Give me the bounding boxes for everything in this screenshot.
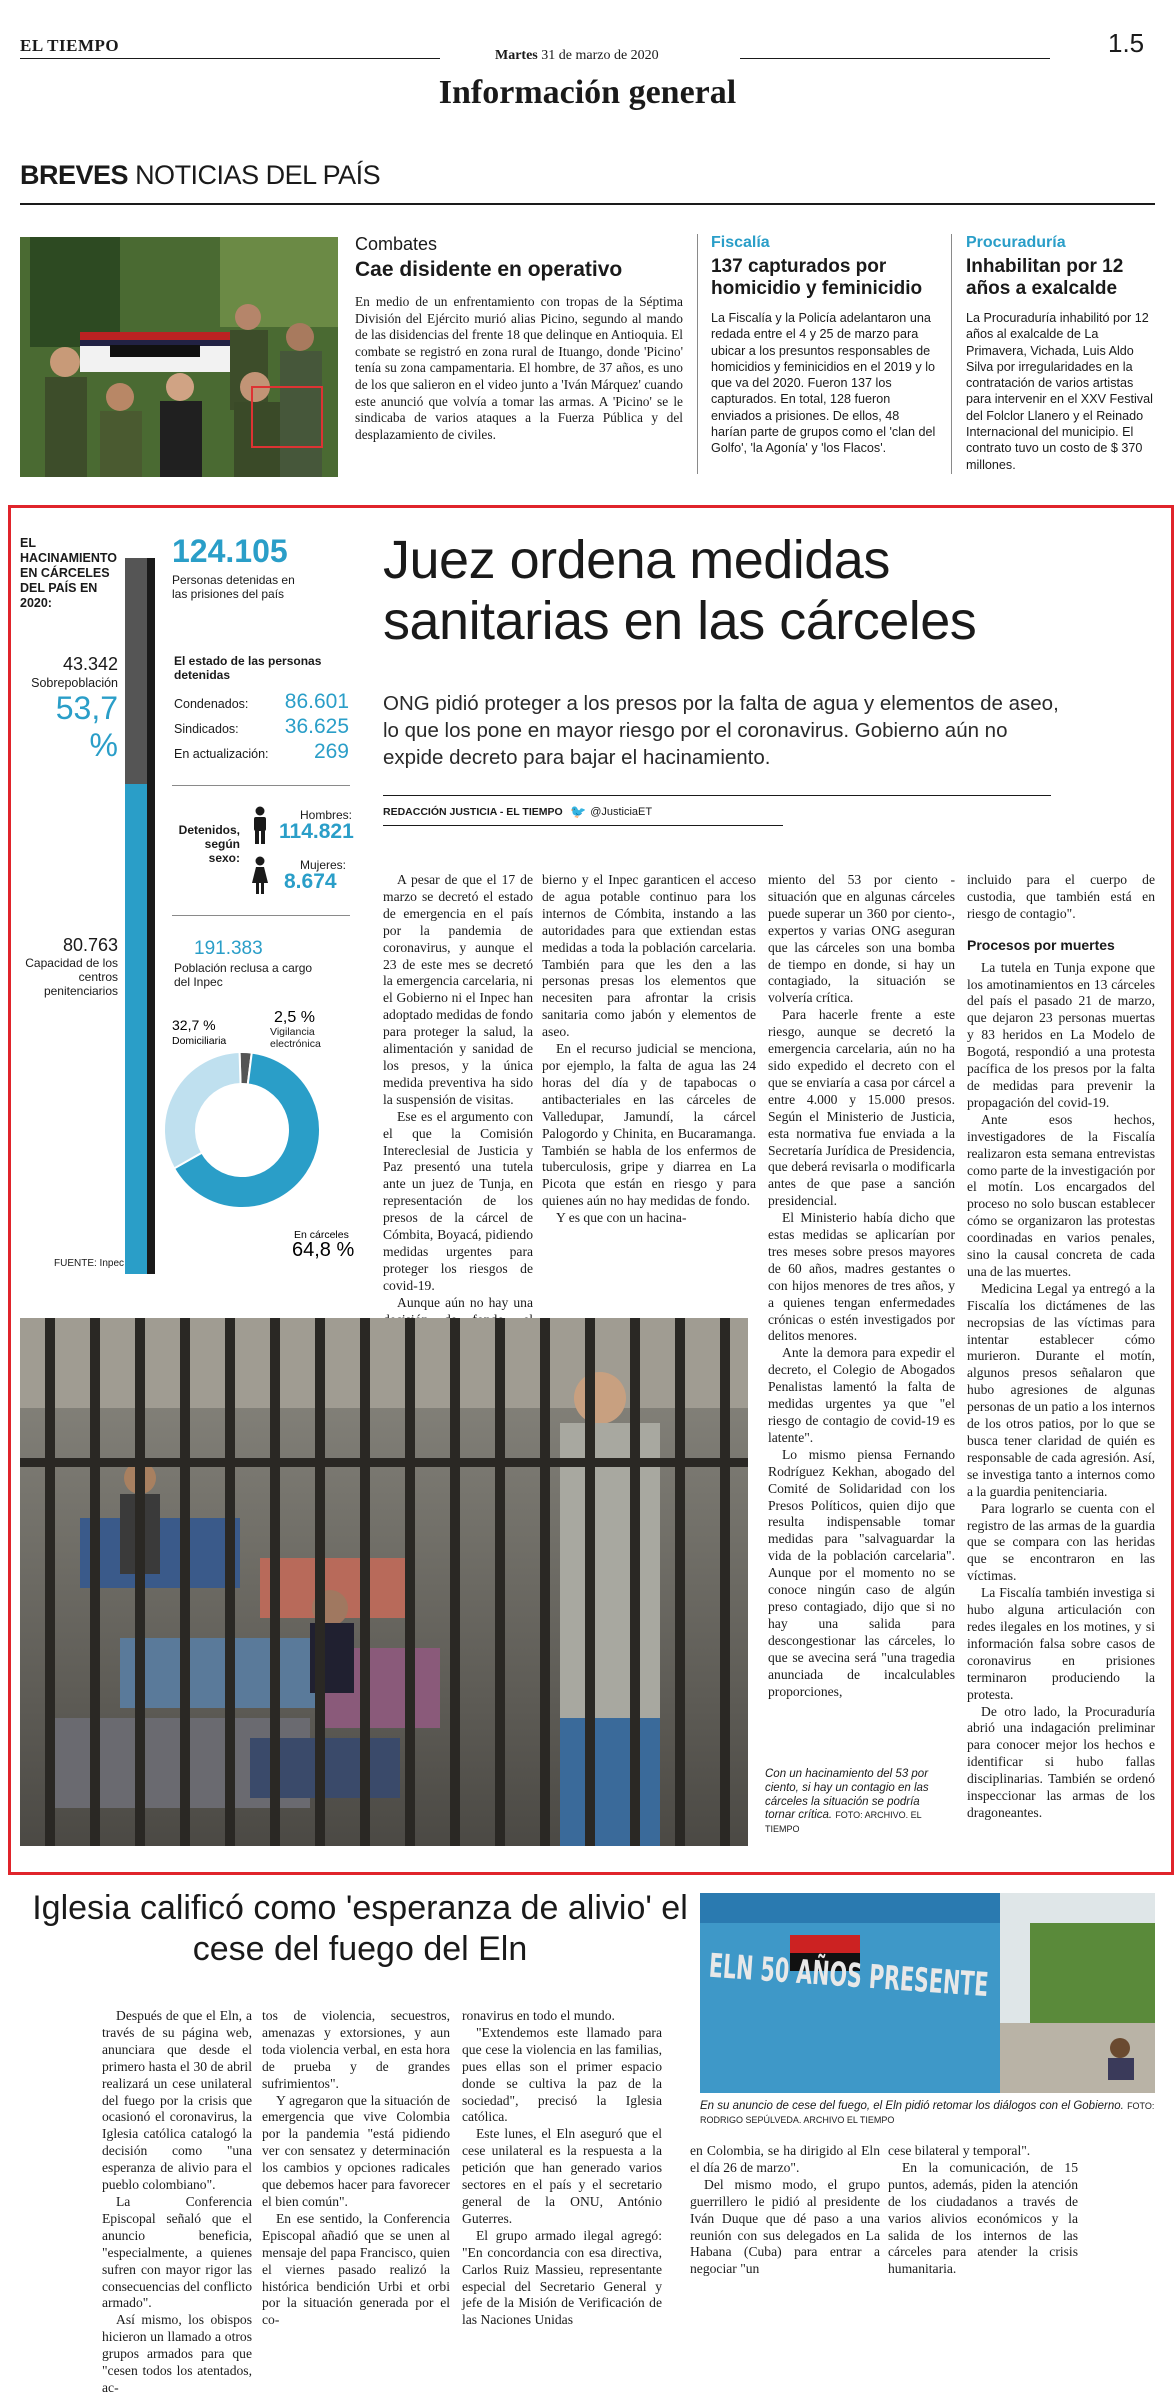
overcrowding-bar-dark: [125, 558, 147, 784]
breves-divider-1: [697, 234, 698, 474]
hombres-value: 114.821: [279, 820, 354, 843]
masthead-date: [495, 48, 659, 64]
paragraph: Después de que el Eln, a través de su página web, anunciara que desde el primero hasta el 30 de abril realizará un cese unilateral del fuego por la crisis que ocasionó el coronavirus, la Iglesia católica catalogó la decisión como "una esperanza de alivio para el pueblo colombiano".: [102, 2008, 252, 2193]
infographic-rule-1: [172, 785, 350, 786]
prison-photo-caption: [765, 1768, 947, 1837]
byline: REDACCIÓN JUSTICIA - EL TIEMPO: [383, 806, 563, 818]
estado-row-label: Sindicados:: [174, 722, 239, 736]
paragraph: Ese es el argumento con el que la Comisión Intereclesial de Justicia y Paz presentó una tutela ante un juez de Tunja, en representación de los presos de la cárcel de Cómbita, Boyacá, pidiendo medidas urgentes para proteger los riesgos de covid-19.: [383, 1108, 533, 1293]
sobrepoblacion-value: 43.342: [62, 654, 118, 674]
page-number: 1.5: [1108, 28, 1145, 58]
twitter-handle: [570, 804, 652, 820]
sobrepoblacion-label: Sobrepoblación: [31, 676, 118, 690]
iglesia-col-2: [262, 2008, 450, 2329]
total-detenidos-value: 124.105: [172, 533, 288, 569]
sexo-title: Detenidos, según sexo:: [178, 823, 240, 865]
donut-label-vigilancia: 2,5 %: [274, 1009, 315, 1026]
main-col-4: [967, 872, 1155, 1822]
paragraph: "Extendemos este llamado para que cese la violencia en las familias, pues ellas son el primer espacio donde se cultiva la paz de la sociedad", precisó la Iglesia católica.: [462, 2024, 662, 2125]
paragraph: La Conferencia Episcopal señaló que el anuncio beneficia, "especialmente, a quienes sufren con mayor rigor las consecuencias del conflicto armado".: [102, 2193, 252, 2311]
paragraph: ronavirus en todo el mundo.: [462, 2008, 615, 2023]
paragraph: A pesar de que el 17 de marzo se decretó el estado de emergencia en el país por la pandemia de coronavirus, y aunque el 23 de este mes se decretó la emergencia carcelaria, ni el Gobierno ni el Inpec han adoptado medidas de fondo para proteger la salud, la alimentación y sanidad de los presos, y la única medida preventiva ha sido la suspensión de visitas.: [383, 872, 533, 1107]
paragraph: El grupo armado ilegal agregó: "En concordancia con esa directiva, Carlos Ruiz Massieu, representante especial del Secretario General y jefe de la Misión de Verificación de las Naciones Unidas: [462, 2227, 662, 2328]
paragraph: Y es que con un hacina-: [556, 1210, 687, 1226]
sobrepoblacion-pct: 53,7 %: [55, 690, 118, 763]
infographic-rule-2: [172, 915, 350, 916]
caption-credit: FOTO: ARCHIVO. EL TIEMPO: [765, 1810, 922, 1835]
estado-row-value: 269: [313, 740, 349, 763]
paragraph: Lo mismo piensa Fernando Rodríguez Kekhan, abogado del Comité de Solidaridad con los Presos Políticos, quien dijo que resulta indispensable tomar medidas para "salvaguardar la vida de la población carcelaria". Aunque por el momento no se conoce ningún caso de algún preso contagiado, dijo que si no hay una salida para descongestionar las cárceles, lo que se avecina será "una tragedia anunciada de incalculables proporciones,: [768, 1446, 955, 1699]
estado-row-value: 36.625: [284, 715, 349, 738]
procuraduria-headline: Inhabilitan por 12 años a exalcalde: [966, 256, 1124, 299]
twitter-icon: 🐦: [570, 804, 587, 819]
iglesia-col-3: [462, 2008, 662, 2329]
estado-rows: [174, 690, 349, 765]
combates-kicker: Combates: [355, 234, 438, 254]
estado-row-label: Condenados:: [174, 697, 249, 711]
twitter-handle-text: @JusticiaET: [590, 806, 653, 818]
overcrowding-bar-edge: [147, 558, 155, 1274]
section-title: Información general: [438, 74, 737, 111]
mujeres-label: Mujeres:: [300, 858, 347, 872]
woman-icon: [251, 856, 269, 894]
estado-row: [174, 740, 349, 765]
main-col-1: [383, 872, 533, 1379]
reclusa-value: 191.383: [194, 938, 263, 959]
custody-donut-chart: [162, 1000, 355, 1261]
breves-label: [20, 160, 380, 191]
main-col-2: [542, 872, 756, 1227]
paragraph: Para hacerle frente a este riesgo, aunque se decretó la emergencia carcelaria, aún no ha sido expedido el decreto con el que se enviaría a casa por cárcel a entre 4.000 y 15.000 presos. Según el Ministerio de Justicia, esta normativa fue enviada a la Secretaría Jurídica de Presidencia, que deberá revisarla o modificarla antes de que pase a sanción presidencial.: [768, 1007, 955, 1209]
caption-credit: FOTO: RODRIGO SEPÚLVEDA. ARCHIVO EL TIEMPO: [700, 2101, 1155, 2125]
capacidad-value: 80.763: [62, 935, 118, 955]
iglesia-headline: Iglesia calificó como 'esperanza de alivio' el cese del fuego del Eln: [32, 1889, 688, 1968]
masthead-rule-right: [740, 58, 1050, 59]
iglesia-col-5: [888, 2143, 1078, 2278]
paragraph: De otro lado, la Procuraduría abrió una indagación preliminar para conocer mejor los hechos e identificar si hubo fallas disciplinarias. También se ordenó inspeccionar las armas de los dragoneantes.: [967, 1703, 1155, 1820]
col4-subhead: Procesos por muertes: [967, 936, 1115, 953]
paragraph: Aunque aún no hay una: [397, 1294, 533, 1310]
prison-cell-illustration: [20, 1318, 748, 1846]
masthead-rule-left: [20, 58, 440, 59]
paragraph: Así mismo, los obispos hicieron un llamado a otros grupos armados para que "cesen todos los atentados, ac-: [102, 2312, 252, 2395]
estado-row-value: 86.601: [284, 690, 349, 713]
paragraph: Medicina Legal ya entregó a la Fiscalía los dictámenes de las necropsias de las víctimas para intentar establecer cómo murieron. Durante el motín, algunos presos señalaron que hubo agresiones de algunas personas de un patio a los internos de los otros patios, por lo que se busca tener claridad de quién es responsable de cada agresión. Así, se investiga tanto a internos como a la guardia penitenciaria.: [967, 1280, 1155, 1499]
paragraph: En ese sentido, la Conferencia Episcopal añadió que se unen al mensaje del papa Francisco, quien el viernes pasado realizó la histórica bendición Urbi et orbi por la situación generada por el co-: [262, 2210, 450, 2328]
paragraph: Este lunes, el Eln aseguró que el cese unilateral es la respuesta a la petición que han generado varios sectores en el país y el secretario general de la ONU, António Guterres.: [462, 2126, 662, 2226]
estado-title: El estado de las personas detenidas: [174, 654, 322, 682]
paragraph: La Fiscalía también investiga si hubo alguna articulación con redes ilegales en los motines, y si información falsa sobre casos de coronavirus en prisiones terminaron produciendo la protesta.: [967, 1585, 1155, 1702]
infographic-title: EL HACINAMIENTO EN CÁRCELES DEL PAÍS EN 2020:: [20, 536, 117, 610]
breves-photo: [20, 237, 338, 477]
combates-headline: Cae disidente en operativo: [355, 258, 623, 281]
donut-label-domiciliaria: 32,7 %: [172, 1017, 216, 1033]
procuraduria-kicker: Procuraduría: [966, 234, 1066, 251]
paragraph: miento del 53 por ciento -situación que en algunas cárceles puede superar un 360 por ciento-, expertos y varias ONG aseguran que las cárceles son una bomba de tiempo en donde, si hay un contagiado, la situación se volvería crítica.: [768, 872, 955, 1006]
man-icon: [251, 806, 269, 844]
donut-cat-vigilancia-wrap: [270, 1026, 350, 1056]
caption-text: Con un hacinamiento del 53 por ciento, si hay un contagio en las cárceles la situación se podría tornar crítica.: [765, 1768, 929, 1822]
main-deck: ONG pidió proteger a los presos por la falta de agua y elementos de aseo, lo que los pone en mayor riesgo por el coronavirus. Gobierno aún no expide decreto para bajar el hacinamiento.: [383, 692, 1059, 769]
fiscalia-headline: 137 capturados por homicidio y feminicidio: [711, 256, 923, 299]
fiscalia-body: La Fiscalía y la Policía adelantaron una redada entre el 4 y 25 de marzo para ubicar a los presuntos responsables de homicidios y feminicidios en el 2019 y lo que va del 2020. Fueron 137 los capturados. En total, 128 fueron enviados a prisiones. De ellos, 48 harían parte de grupos como el 'clan del Golfo', 'la Agonía' y 'los Flacos'.: [711, 311, 936, 456]
donut-slice-domiciliaria: [164, 1052, 241, 1168]
paragraph: cese bilateral y temporal".: [888, 2143, 1031, 2158]
combates-body: En medio de un enfrentamiento con tropas de la Séptima División del Ejército murió alias Picino, segundo al mando de las disidencias del frente 18 que delinque en Antioquia. El combate se registró en zona rural de Ituango, donde 'Picino' tenía su zona campamentaria. El hombre, de 37 años, es uno de los que salieron en el video junto a 'Iván Márquez' cuando este anunció que volvía a tomar las armas. A 'Picino' se le sindicaba de varios ataques a la Fuerza Pública y del desplazamiento de civiles.: [355, 294, 683, 442]
breves-divider-2: [951, 234, 952, 474]
donut-cat-domiciliaria: Domiciliaria: [172, 1035, 227, 1047]
breves-label-bold: BREVES: [20, 160, 129, 190]
paragraph: El Ministerio había dicho que estas medidas se aplicarían por tres meses sobre presos mayores de 60 años, madres gestantes o con hijos menores de tres años, y a quienes tengan enfermedades crónicas o estén investigados por delitos menores.: [768, 1210, 955, 1344]
eln-graffiti-illustration: [700, 1893, 1155, 2093]
mujeres-value: 8.674: [284, 870, 337, 893]
paragraph: En la comunicación, de 15 puntos, además, piden la atención de los ciudadanos a través de varios alivios económicos y la salida de los internos de las cárceles para atender la crisis humanitaria.: [888, 2159, 1078, 2277]
byline-rule-bottom: [383, 825, 783, 826]
newspaper-logo: EL TIEMPO: [20, 36, 120, 55]
eln-photo: [700, 1893, 1155, 2093]
eln-graffiti-text: ELN 50 AÑOS PRESENTE: [707, 1945, 1157, 2016]
prison-photo: [20, 1318, 748, 1846]
paragraph: bierno y el Inpec garanticen el acceso de agua potable continuo para los internos de Cómbita, instando a las autoridades para que extiendan estas medidas a toda la población carcelaria. También para que les den a las personas presas los elementos que necesiten para afrontar la crisis sanitaria como jabón y elementos de aseo.: [542, 872, 756, 1040]
estado-row: [174, 690, 349, 715]
capacidad-label: Capacidad de los centros penitenciarios: [25, 956, 118, 998]
paragraph: Y agregaron que la situación de emergencia que vive Colombia por la pandemia "está pidiendo ver con sensatez y determinación los cambios y opciones radicales que debemos hacer para favorecer el bien común".: [262, 2092, 450, 2209]
iglesia-col-4: [690, 2143, 880, 2278]
paragraph: Del mismo modo, el grupo guerrillero le pidió al presidente Iván Duque que dé paso a una reunión con sus delegados en La Habana (Cuba) para entrar a negociar "un: [690, 2176, 880, 2277]
total-detenidos-label: Personas detenidas en las prisiones del país: [172, 573, 295, 601]
donut-label-carceles: 64,8 %: [292, 1239, 355, 1261]
overcrowding-bar-blue: [125, 784, 147, 1274]
estado-row: [174, 715, 349, 740]
paragraph: incluido para el cuerpo de custodia, que también está en riesgo de contagio".: [967, 872, 1155, 921]
infographic-source: FUENTE: Inpec: [54, 1258, 125, 1269]
main-col-3: [768, 872, 955, 1700]
paragraph: Ante la demora para expedir el decreto, el Colegio de Abogados Penalistas lamentó la falta de medidas urgentes ya que "el riesgo de contagio de covid-19 es latente".: [768, 1345, 955, 1445]
paragraph: Para lograrlo se cuenta con el registro de las armas de la guardia que se compara con las heridas que se encontraron en las víctimas.: [967, 1500, 1155, 1584]
breves-label-rest: NOTICIAS DEL PAÍS: [135, 160, 381, 190]
paragraph: En el recurso judicial se menciona, por ejemplo, la falta de agua las 24 horas del día y de tapabocas o antibacteriales en las cárceles de Valledupar, Jamundí, la cárcel Palogordo y Chinita, en Bucaramanga. También se habla de los enfermos de tuberculosis, gripe y diarrea en La Picota que están en riesgo y para quienes aún no hay medidas de fondo.: [542, 1041, 756, 1209]
estado-row-label: En actualización:: [174, 747, 269, 761]
paragraph: en Colombia, se ha dirigido al Eln el día 26 de marzo".: [690, 2143, 880, 2175]
armed-group-illustration: [20, 237, 338, 477]
iglesia-col-1: [102, 2008, 252, 2397]
paragraph: La tutela en Tunja expone que los amotinamientos en 13 cárceles del país el pasado 21 de marzo, que dejaron 23 personas muertas y 83 heridos en La Modelo de Bogotá, respondió a una protesta pacífica de los presos por la falta de medidas para prevenir la propagación del covid-19.: [967, 959, 1155, 1110]
fiscalia-kicker: Fiscalía: [711, 234, 770, 251]
paragraph: Ante esos hechos, investigadores de la Fiscalía realizaron esta semana entrevistas como parte de la investigación por el motín. Los encargados del proceso no solo buscan establecer cómo se organizaron las protestas coordinadas en varios penales, sino la causal concreta de cada una de las muertes.: [967, 1111, 1155, 1279]
caption-text: En su anuncio de cese del fuego, el Eln pidió retomar los diálogos con el Gobierno.: [700, 2100, 1124, 2112]
date-rest: 31 de marzo de 2020: [541, 48, 659, 63]
hombres-label: Hombres:: [300, 808, 353, 822]
eln-photo-caption: [700, 2100, 1155, 2127]
paragraph: tos de violencia, secuestros, amenazas y extorsiones, y aun toda violencia verbal, en esta hora de prueba y de grandes sufrimientos".: [262, 2008, 450, 2091]
donut-cat-carceles: En cárceles: [294, 1229, 349, 1241]
byline-rule-top: [383, 795, 1051, 796]
procuraduria-body: La Procuraduría inhabilitó por 12 años al exalcalde de La Primavera, Vichada, Luis Aldo Silva por irregularidades en la contratación de varios artistas para intervenir en el XXV Festival del Folclor Llanero y el Reinado Internacional del municipio. El contrato tuvo un costo de $ 370 millones.: [966, 311, 1153, 472]
reclusa-label: Población reclusa a cargo del Inpec: [174, 961, 313, 989]
date-day: Martes: [495, 48, 538, 63]
donut-slices: [164, 1052, 320, 1208]
main-headline: Juez ordena medidas sanitarias en las cárceles: [383, 530, 977, 651]
breves-rule: [20, 203, 1155, 205]
donut-cat-vigilancia: Vigilancia electrónica: [270, 1026, 321, 1050]
